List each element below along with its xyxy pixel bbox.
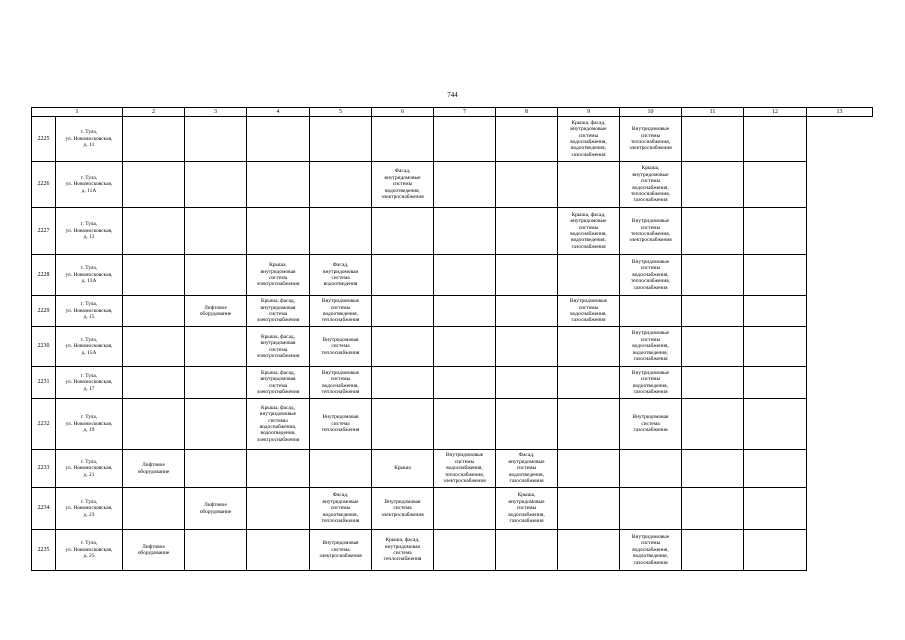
row-number — [32, 367, 56, 399]
work-cell — [744, 296, 807, 327]
work-cell — [620, 296, 682, 327]
work-cell — [496, 117, 558, 162]
work-cell — [185, 117, 247, 162]
row-number-text: 2230 — [37, 343, 50, 350]
column-number-row — [32, 108, 873, 117]
work-cell — [310, 450, 372, 488]
work-text: Крыша, внутридомовая система электроснабжения — [256, 262, 300, 288]
work-cell — [372, 530, 434, 571]
row-number — [32, 162, 56, 208]
work-cell — [123, 367, 185, 399]
work-cell — [558, 296, 620, 327]
work-cell — [185, 327, 247, 367]
work-cell — [744, 530, 807, 571]
work-cell — [310, 117, 372, 162]
table-row — [32, 327, 873, 367]
work-cell — [558, 255, 620, 296]
work-cell — [123, 162, 185, 208]
work-cell — [123, 399, 185, 450]
work-cell — [434, 162, 496, 208]
work-cell — [123, 208, 185, 255]
work-text: Внутридомовая система электроснабжения — [381, 498, 424, 518]
work-cell — [123, 450, 185, 488]
work-cell — [744, 450, 807, 488]
work-cell — [620, 117, 682, 162]
work-cell — [247, 162, 310, 208]
work-text: Внутридомовые системы водоснабжения, водоотведения, газоснабжения — [631, 533, 670, 566]
work-cell — [744, 367, 807, 399]
work-text: Лифтовое оборудование — [199, 502, 232, 515]
work-cell — [310, 208, 372, 255]
work-cell — [185, 488, 247, 530]
work-text: Крыша — [394, 465, 411, 472]
work-cell — [744, 327, 807, 367]
work-cell — [247, 450, 310, 488]
row-number-text: 2232 — [37, 420, 50, 427]
work-text: Крыша, фасад, внутридомовая система электроснабжения — [256, 333, 300, 359]
table-row — [32, 488, 873, 530]
table-row — [32, 399, 873, 450]
row-number — [32, 117, 56, 162]
work-cell — [558, 367, 620, 399]
row-number — [32, 450, 56, 488]
work-text: Крыша, фасад, внутридомовые системы водоснабжения, водоотведения, газоснабжения — [570, 211, 607, 250]
work-text: Крыша, фасад, внутридомовая система электроснабжения — [256, 369, 300, 395]
work-cell — [123, 255, 185, 296]
work-cell — [434, 208, 496, 255]
work-text: Внутридомовая система теплоснабжения — [321, 414, 360, 434]
work-cell — [434, 255, 496, 296]
work-cell — [496, 208, 558, 255]
work-text: Внутридомовые системы водоснабжения, теплоснабжения — [321, 369, 360, 395]
work-cell — [682, 296, 744, 327]
work-cell — [123, 117, 185, 162]
row-number-text: 2227 — [37, 227, 50, 234]
address-text: г. Тула, ул. Новомосковская, д. 25 — [65, 540, 113, 560]
work-cell — [744, 162, 807, 208]
column-number-header: 13 — [807, 108, 873, 117]
work-cell — [558, 208, 620, 255]
row-number-text: 2225 — [37, 135, 50, 142]
work-cell — [247, 367, 310, 399]
address-text: г. Тула, ул. Новомосковская, д. 15 — [65, 301, 113, 321]
work-cell — [558, 530, 620, 571]
table-row — [32, 208, 873, 255]
work-cell — [310, 367, 372, 399]
work-cell — [372, 450, 434, 488]
column-number-header: 1 — [32, 108, 123, 117]
work-text: Внутридомовая система газоснабжения — [632, 414, 669, 434]
work-text: Крыша, внутридомовые системы водоснабжения, газоснабжения — [508, 492, 545, 525]
row-number-text: 2233 — [37, 465, 50, 472]
work-cell — [123, 530, 185, 571]
work-cell — [123, 296, 185, 327]
work-cell — [682, 530, 744, 571]
work-cell — [558, 488, 620, 530]
work-text: Фасад, внутридомовая система водоотведения — [323, 262, 358, 288]
work-text: Внутридомовые системы водоснабжения, газоснабжения — [569, 298, 608, 324]
column-number-header: 12 — [744, 108, 807, 117]
address-cell — [56, 530, 123, 571]
work-text: Фасад, внутридомовые системы водоотведения, теплоснабжения — [321, 492, 360, 525]
work-text: Внутридомовые системы водоотведения, теплоснабжения — [321, 298, 360, 324]
work-text: Внутридомовые системы водоотведения, газоснабжения — [631, 369, 670, 395]
column-number-header: 9 — [558, 108, 620, 117]
work-cell — [434, 530, 496, 571]
work-cell — [558, 327, 620, 367]
work-cell — [682, 488, 744, 530]
work-cell — [185, 162, 247, 208]
work-cell — [185, 399, 247, 450]
work-cell — [434, 367, 496, 399]
work-cell — [558, 450, 620, 488]
work-text: Лифтовое оборудование — [137, 543, 170, 556]
work-cell — [620, 450, 682, 488]
work-cell — [310, 327, 372, 367]
address-text: г. Тула, ул. Новомосковская, д. 19 — [65, 414, 113, 434]
work-cell — [744, 488, 807, 530]
work-text: Крыша, фасад, внутридомовые системы водоснабжения, водоотведения, газоснабжения — [570, 119, 607, 158]
column-number-header: 10 — [620, 108, 682, 117]
address-cell — [56, 399, 123, 450]
work-cell — [185, 367, 247, 399]
work-cell — [247, 208, 310, 255]
work-cell — [310, 488, 372, 530]
work-cell — [682, 399, 744, 450]
work-cell — [496, 367, 558, 399]
row-number — [32, 255, 56, 296]
address-text: г. Тула, ул. Новомосковская, д. 17 — [65, 372, 113, 392]
work-cell — [558, 117, 620, 162]
work-cell — [496, 450, 558, 488]
work-cell — [372, 488, 434, 530]
table-row — [32, 162, 873, 208]
work-cell — [372, 367, 434, 399]
work-cell — [496, 399, 558, 450]
work-cell — [682, 367, 744, 399]
address-text: г. Тула, ул. Новомосковская, д. 15А — [65, 336, 113, 356]
address-cell — [56, 208, 123, 255]
work-cell — [620, 367, 682, 399]
work-cell — [434, 450, 496, 488]
work-text: Крыша, фасад, внутридомовая система теплоснабжения — [383, 537, 422, 563]
work-cell — [620, 208, 682, 255]
column-number-header: 5 — [310, 108, 372, 117]
column-number-header: 11 — [682, 108, 744, 117]
work-cell — [310, 296, 372, 327]
column-number-header: 4 — [247, 108, 310, 117]
work-cell — [682, 327, 744, 367]
address-cell — [56, 162, 123, 208]
work-cell — [496, 162, 558, 208]
work-cell — [434, 399, 496, 450]
work-cell — [185, 208, 247, 255]
work-cell — [372, 327, 434, 367]
row-number-text: 2226 — [37, 181, 50, 188]
repair-schedule-table — [31, 107, 873, 571]
work-text: Фасад, внутридомовые системы водоотведения, электроснабжения — [381, 168, 424, 201]
address-text: г. Тула, ул. Новомосковская, д. 21 — [65, 458, 113, 478]
work-cell — [247, 488, 310, 530]
work-cell — [744, 399, 807, 450]
work-text: Внутридомовая система теплоснабжения — [321, 336, 360, 356]
work-cell — [682, 117, 744, 162]
work-cell — [744, 208, 807, 255]
work-cell — [496, 530, 558, 571]
work-text: Фасад, внутридомовые системы водоотведения, газоснабжения — [508, 452, 545, 485]
work-text: Внутридомовые системы водоснабжения, теплоснабжения, электроснабжения — [443, 452, 486, 485]
table-row — [32, 450, 873, 488]
work-cell — [496, 296, 558, 327]
column-number-header: 2 — [123, 108, 185, 117]
work-text: Крыша, внутридомовые системы водоснабжения, теплоснабжения, газоснабжения — [630, 165, 671, 204]
work-cell — [247, 117, 310, 162]
work-cell — [310, 162, 372, 208]
work-cell — [185, 255, 247, 296]
row-number — [32, 399, 56, 450]
column-number-header: 3 — [185, 108, 247, 117]
row-number — [32, 208, 56, 255]
work-text: Крыша, фасад, внутридомовая система электроснабжения — [256, 298, 300, 324]
row-number — [32, 296, 56, 327]
row-number-text: 2234 — [37, 505, 50, 512]
address-text: г. Тула, ул. Новомосковская, д. 13А — [65, 265, 113, 285]
work-text: Внутридомовые системы теплоснабжения, электроснабжения — [629, 126, 672, 152]
work-cell — [620, 162, 682, 208]
work-cell — [682, 208, 744, 255]
address-text: г. Тула, ул. Новомосковская, д. 23 — [65, 498, 113, 518]
work-cell — [247, 327, 310, 367]
work-cell — [620, 530, 682, 571]
work-cell — [372, 208, 434, 255]
work-cell — [682, 450, 744, 488]
work-cell — [496, 327, 558, 367]
work-cell — [247, 399, 310, 450]
work-cell — [744, 255, 807, 296]
address-text: г. Тула, ул. Новомосковская, д. 11А — [65, 174, 113, 194]
work-cell — [372, 296, 434, 327]
page-number: 744 — [447, 91, 458, 99]
work-cell — [682, 255, 744, 296]
column-number-header: 8 — [496, 108, 558, 117]
work-cell — [558, 399, 620, 450]
work-cell — [185, 530, 247, 571]
table-row — [32, 530, 873, 571]
address-cell — [56, 450, 123, 488]
work-cell — [247, 296, 310, 327]
work-text: Внутридомовая система электроснабжения — [319, 540, 362, 560]
work-cell — [558, 162, 620, 208]
work-cell — [744, 117, 807, 162]
address-cell — [56, 296, 123, 327]
work-cell — [372, 117, 434, 162]
work-cell — [310, 399, 372, 450]
work-cell — [620, 255, 682, 296]
work-cell — [434, 488, 496, 530]
work-cell — [496, 255, 558, 296]
work-cell — [620, 399, 682, 450]
row-number — [32, 530, 56, 571]
row-number — [32, 488, 56, 530]
work-cell — [310, 530, 372, 571]
row-number-text: 2228 — [37, 271, 50, 278]
work-text: Лифтовое оборудование — [137, 462, 170, 475]
address-cell — [56, 488, 123, 530]
work-cell — [372, 255, 434, 296]
row-number-text: 2235 — [37, 546, 50, 553]
work-cell — [310, 255, 372, 296]
work-cell — [185, 450, 247, 488]
work-text: Внутридомовые системы водоснабжения, водоотведения, газоснабжения — [631, 330, 670, 363]
table-row — [32, 255, 873, 296]
work-cell — [620, 488, 682, 530]
table-row — [32, 296, 873, 327]
work-text: Лифтовое оборудование — [199, 304, 232, 317]
work-cell — [247, 255, 310, 296]
row-number — [32, 327, 56, 367]
address-text: г. Тула, ул. Новомосковская, д. 11 — [65, 129, 113, 149]
address-cell — [56, 327, 123, 367]
address-cell — [56, 367, 123, 399]
table-row — [32, 117, 873, 162]
address-text: г. Тула, ул. Новомосковская, д. 13 — [65, 221, 113, 241]
address-cell — [56, 117, 123, 162]
work-text: Внутридомовые системы водоснабжения, теплоснабжения, газоснабжения — [630, 258, 671, 291]
work-cell — [620, 327, 682, 367]
work-cell — [123, 488, 185, 530]
row-number-text: 2229 — [37, 307, 50, 314]
work-cell — [434, 117, 496, 162]
work-cell — [185, 296, 247, 327]
address-cell — [56, 255, 123, 296]
column-number-header: 7 — [434, 108, 496, 117]
work-cell — [123, 327, 185, 367]
work-cell — [372, 399, 434, 450]
work-cell — [434, 327, 496, 367]
work-cell — [682, 162, 744, 208]
table-row — [32, 367, 873, 399]
work-text: Внутридомовые системы теплоснабжения, электроснабжения — [629, 218, 672, 244]
work-cell — [434, 296, 496, 327]
work-cell — [247, 530, 310, 571]
work-text: Крыша, фасад, внутридомовые системы водоснабжения, водоотведения, электроснабжения — [256, 404, 300, 443]
work-cell — [496, 488, 558, 530]
column-number-header: 6 — [372, 108, 434, 117]
row-number-text: 2231 — [37, 379, 50, 386]
work-cell — [372, 162, 434, 208]
